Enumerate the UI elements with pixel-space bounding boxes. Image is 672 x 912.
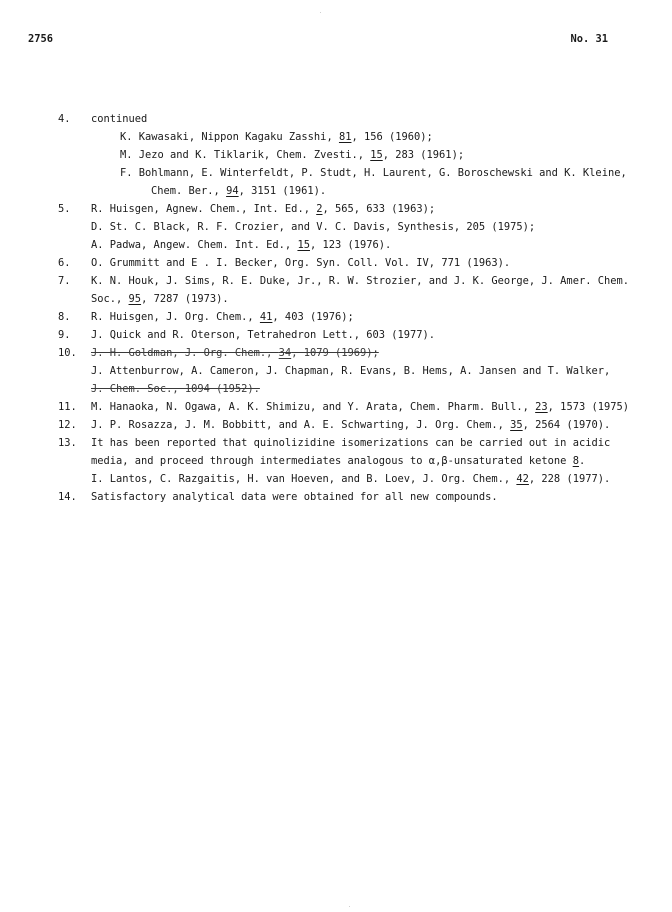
references-list bbox=[58, 110, 629, 506]
reference-text bbox=[91, 236, 391, 254]
reference-line bbox=[58, 200, 618, 218]
reference-line bbox=[58, 272, 629, 290]
scan-speck bbox=[320, 12, 321, 13]
reference-line bbox=[58, 110, 618, 128]
reference-text-part: , 1573 (1975) bbox=[547, 401, 629, 413]
reference-number: 12. bbox=[58, 419, 77, 431]
volume-number: 41 bbox=[259, 311, 273, 323]
reference-number: 5. bbox=[58, 203, 71, 215]
reference-text: It has been reported that quinolizidine isomerizations can be carried out in acidic bbox=[91, 437, 611, 449]
reference-text-part: M. Jezo and K. Tiklarik, Chem. Zvesti., bbox=[120, 149, 371, 161]
reference-text bbox=[91, 398, 629, 416]
issue-number: No. 31 bbox=[570, 33, 608, 45]
reference-line bbox=[58, 344, 618, 362]
reference-text: continued bbox=[91, 113, 148, 125]
reference-line bbox=[58, 254, 618, 272]
reference-text-part: J. H. Goldman, J. Org. Chem., bbox=[91, 347, 279, 359]
reference-text: J. Attenburrow, A. Cameron, J. Chapman, R. Evans, B. Hems, A. Jansen and T. Walker, bbox=[91, 365, 611, 377]
reference-text-part: M. Hanaoka, N. Ogawa, A. K. Shimizu, and Y. Arata, Chem. Pharm. Bull., bbox=[91, 401, 536, 413]
reference-line bbox=[58, 146, 618, 164]
reference-text-part: , 3151 (1961). bbox=[238, 185, 327, 197]
reference-text: J. Chem. Soc., 1094 (1952). bbox=[91, 383, 260, 395]
reference-text-part: K. Kawasaki, Nippon Kagaku Zasshi, bbox=[120, 131, 339, 143]
reference-text-part: , 123 (1976). bbox=[309, 239, 392, 251]
reference-text-part: , 1079 (1969); bbox=[291, 347, 379, 359]
reference-line bbox=[58, 470, 618, 488]
reference-text-part: , 283 (1961); bbox=[382, 149, 465, 161]
reference-text bbox=[120, 146, 464, 164]
reference-text: F. Bohlmann, E. Winterfeldt, P. Studt, H. Laurent, G. Boroschewski and K. Kleine, bbox=[120, 167, 627, 179]
volume-number: 15 bbox=[370, 149, 383, 161]
reference-text bbox=[91, 344, 379, 362]
reference-line bbox=[58, 326, 618, 344]
reference-line bbox=[58, 308, 618, 326]
reference-line bbox=[58, 290, 618, 308]
reference-text-part: , 2564 (1970). bbox=[522, 419, 611, 431]
reference-text-part: . bbox=[578, 455, 586, 467]
reference-text-part: J. P. Rosazza, J. M. Bobbitt, and A. E. Schwarting, J. Org. Chem., bbox=[91, 419, 511, 431]
reference-number: 6. bbox=[58, 257, 71, 269]
reference-number: 11. bbox=[58, 401, 77, 413]
reference-number: 8. bbox=[58, 311, 71, 323]
reference-line bbox=[58, 398, 629, 416]
scan-speck bbox=[349, 906, 350, 907]
reference-line bbox=[58, 362, 618, 380]
reference-number: 9. bbox=[58, 329, 71, 341]
reference-line bbox=[58, 218, 618, 236]
reference-text bbox=[91, 452, 585, 470]
reference-text: K. N. Houk, J. Sims, R. E. Duke, Jr., R. W. Strozier, and J. K. George, J. Amer. Chem. bbox=[91, 275, 629, 287]
reference-line bbox=[58, 416, 618, 434]
reference-text bbox=[91, 290, 229, 308]
reference-line bbox=[58, 236, 618, 254]
reference-number: 4. bbox=[58, 113, 71, 125]
reference-number: 10. bbox=[58, 347, 77, 359]
reference-text bbox=[91, 200, 435, 218]
reference-number: 7. bbox=[58, 275, 71, 287]
reference-text-part: I. Lantos, C. Razgaitis, H. van Hoeven, and B. Loev, J. Org. Chem., bbox=[91, 473, 517, 485]
reference-text: D. St. C. Black, R. F. Crozier, and V. C. Davis, Synthesis, 205 (1975); bbox=[91, 221, 536, 233]
reference-text bbox=[120, 128, 433, 146]
reference-text-part: , 156 (1960); bbox=[351, 131, 433, 143]
reference-line bbox=[58, 434, 618, 452]
reference-text-part: R. Huisgen, Agnew. Chem., Int. Ed., bbox=[91, 203, 317, 215]
volume-number: 81 bbox=[338, 131, 352, 143]
reference-text-part: media, and proceed through intermediates analogous to α,β-unsaturated ketone bbox=[91, 455, 573, 467]
reference-text: O. Grummitt and E . I. Becker, Org. Syn. Coll. Vol. IV, 771 (1963). bbox=[91, 257, 511, 269]
reference-text-part: , 403 (1976); bbox=[272, 311, 354, 323]
volume-number: 34 bbox=[278, 347, 292, 359]
reference-text bbox=[91, 470, 610, 488]
reference-text-part: , 565, 633 (1963); bbox=[322, 203, 436, 215]
reference-text: Satisfactory analytical data were obtained for all new compounds. bbox=[91, 491, 498, 503]
volume-number: 94 bbox=[226, 185, 239, 197]
reference-number: 14. bbox=[58, 491, 77, 503]
volume-number: 23 bbox=[535, 401, 548, 413]
reference-text-part: Soc., bbox=[91, 293, 129, 305]
reference-text-part: A. Padwa, Angew. Chem. Int. Ed., bbox=[91, 239, 298, 251]
reference-text-part: R. Huisgen, J. Org. Chem., bbox=[91, 311, 260, 323]
reference-text-part: , 7287 (1973). bbox=[141, 293, 229, 305]
reference-number: 13. bbox=[58, 437, 77, 449]
reference-line bbox=[58, 182, 618, 200]
page-number: 2756 bbox=[28, 33, 54, 45]
reference-text bbox=[91, 308, 354, 326]
volume-number: 15 bbox=[297, 239, 310, 251]
volume-number: 95 bbox=[128, 293, 142, 305]
reference-line bbox=[58, 488, 618, 506]
volume-number: 2 bbox=[316, 203, 323, 215]
reference-text-part: , 228 (1977). bbox=[528, 473, 611, 485]
reference-line bbox=[58, 452, 618, 470]
reference-text-part: Chem. Ber., bbox=[151, 185, 227, 197]
reference-text: J. Quick and R. Oterson, Tetrahedron Lett., 603 (1977). bbox=[91, 329, 436, 341]
reference-line bbox=[58, 164, 627, 182]
reference-text bbox=[91, 416, 610, 434]
reference-text bbox=[151, 182, 326, 200]
volume-number: 35 bbox=[510, 419, 523, 431]
volume-number: 8 bbox=[572, 455, 579, 467]
volume-number: 42 bbox=[516, 473, 529, 485]
reference-line bbox=[58, 128, 618, 146]
reference-line bbox=[58, 380, 618, 398]
